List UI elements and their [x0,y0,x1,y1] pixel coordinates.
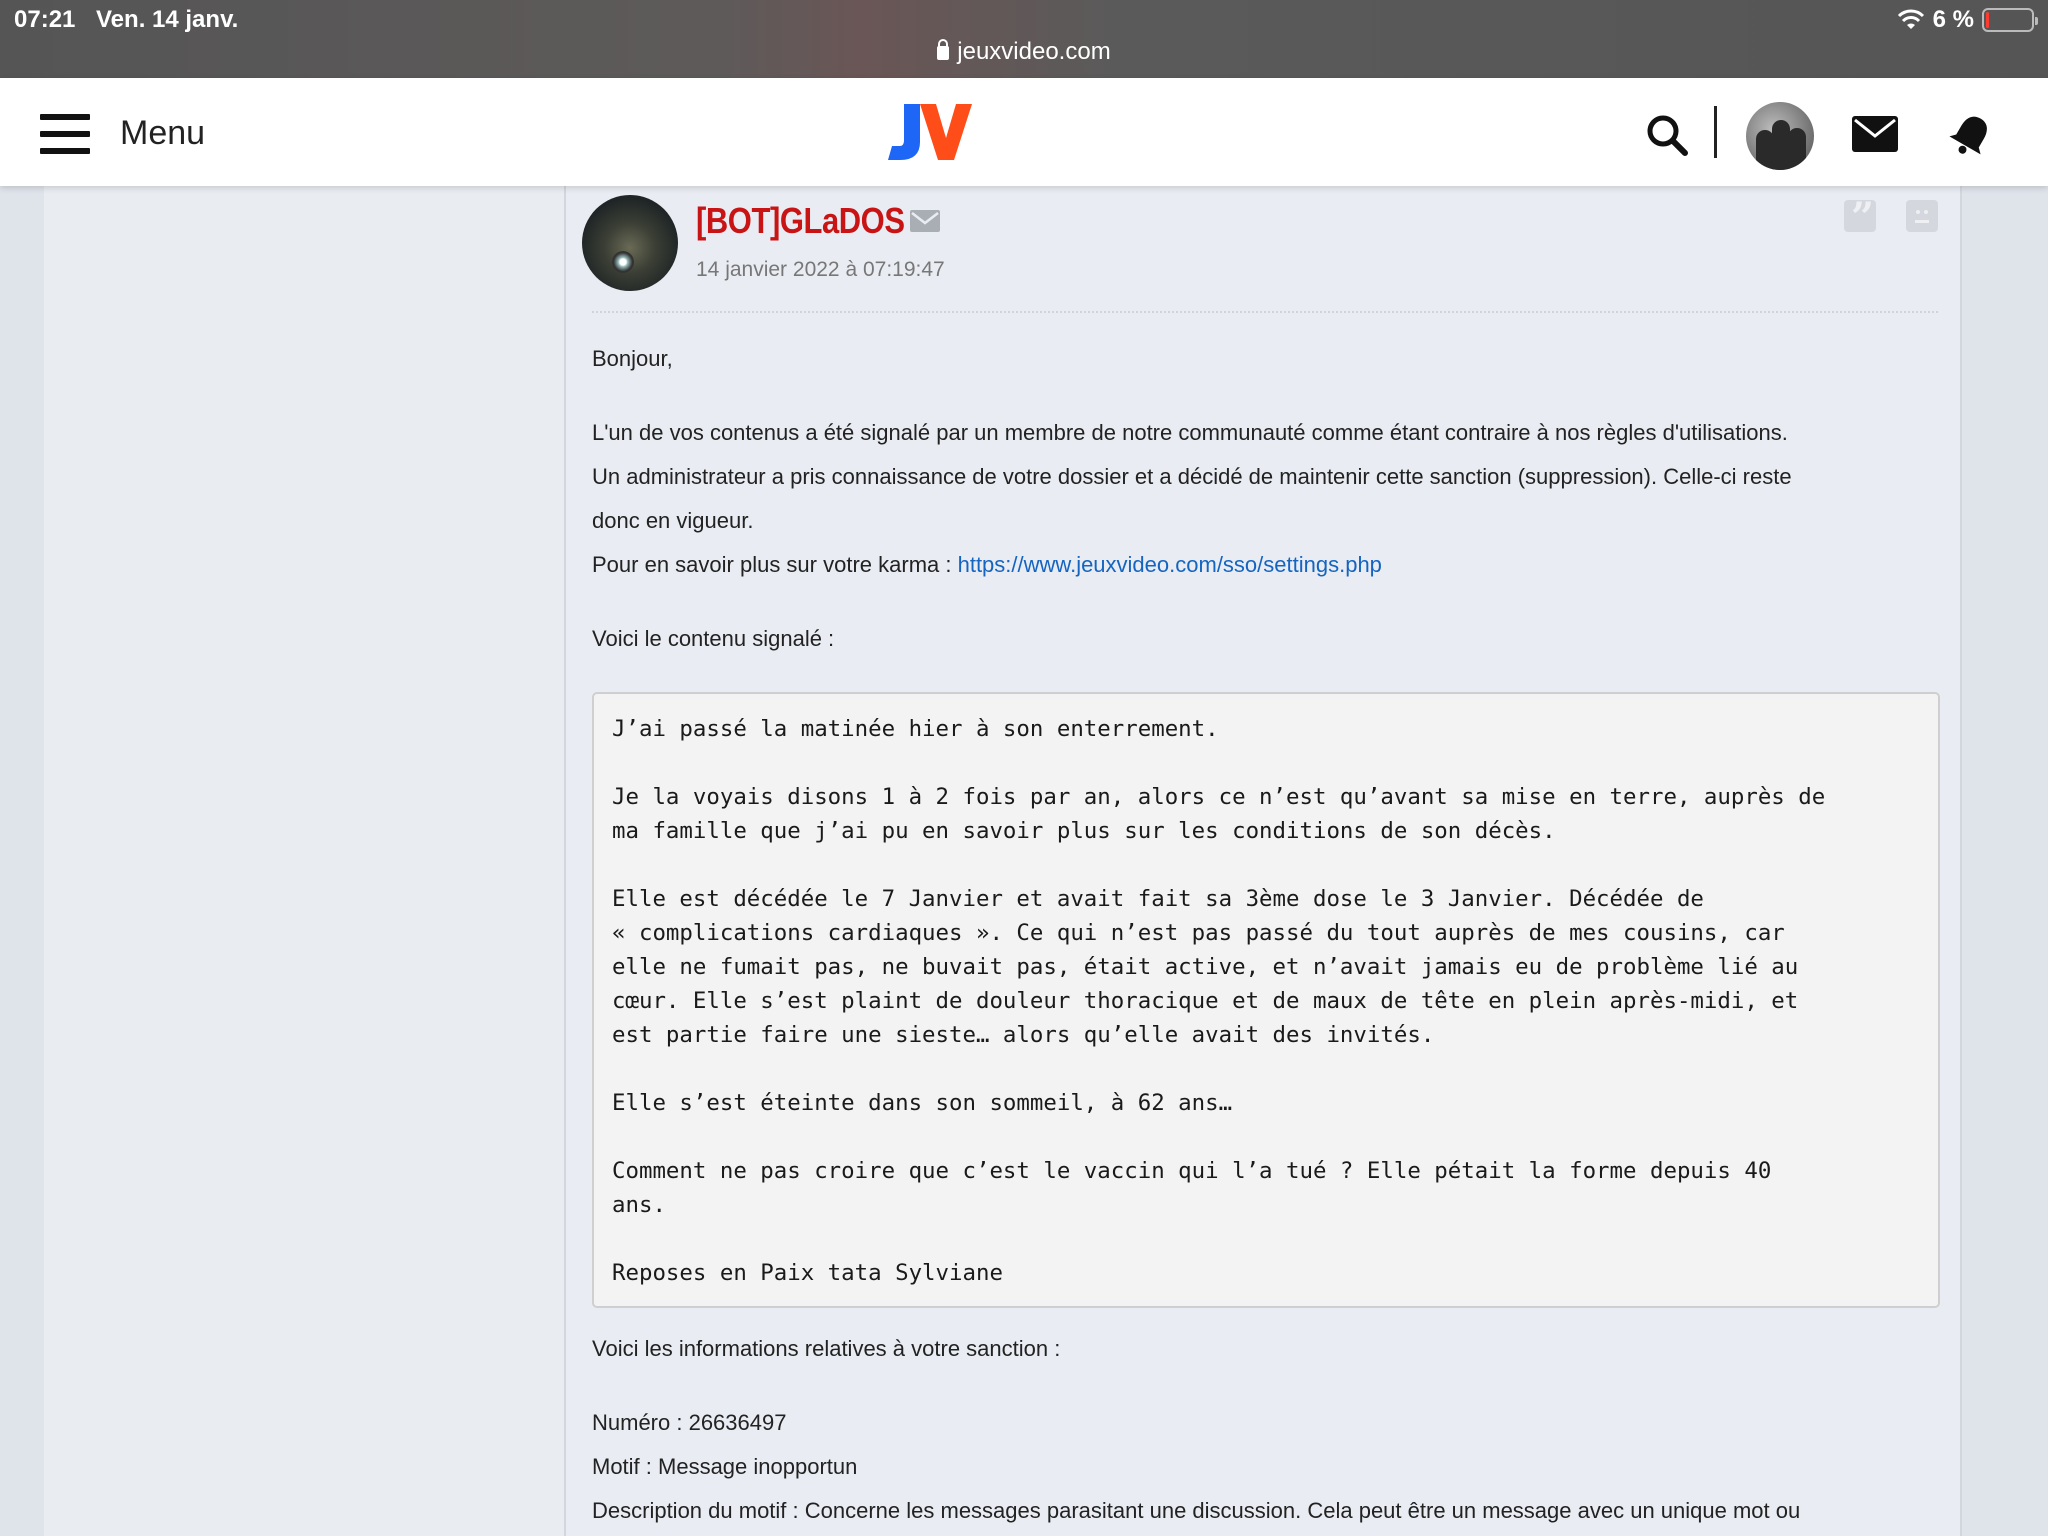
sanction-motif: Motif : Message inopportun [592,1454,858,1479]
author-avatar[interactable] [582,195,678,291]
reported-content-box [592,692,1940,1308]
reported-paragraph: Comment ne pas croire que c’est le vaccin qui l’a tué ? Elle pétait la forme depuis 40 ans. [612,1158,1772,1218]
reported-paragraph: J’ai passé la matinée hier à son enterrement. [612,716,1219,742]
hamburger-icon[interactable] [40,114,90,154]
battery-icon [1982,8,2034,32]
site-header [0,78,2048,186]
address-bar[interactable] [0,38,2048,66]
karma-link[interactable]: https://www.jeuxvideo.com/sso/settings.php [957,552,1382,577]
sanction-number: Numéro : 26636497 [592,1410,787,1435]
post-date[interactable]: 14 janvier 2022 à 07:19:47 [696,258,945,281]
wifi-icon [1897,9,1925,31]
post-separator [592,311,1938,313]
status-date: Ven. 14 janv. [96,6,239,33]
envelope-icon[interactable] [910,210,940,232]
status-right [1897,6,2034,34]
message-line: Un administrateur a pris connaissance de votre dossier et a décidé de maintenir cette sanction (suppression). Celle-ci reste [592,464,1792,489]
search-icon[interactable] [1646,114,1688,156]
sanction-description: Description du motif : Concerne les messages parasitant une discussion. Cela peut être un message avec un unique mot ou [592,1498,1801,1523]
lock-icon [937,46,949,60]
karma-prefix: Pour en savoir plus sur votre karma : [592,552,958,577]
menu-button[interactable]: Menu [120,114,206,152]
reported-paragraph: Reposes en Paix tata Sylviane [612,1260,1003,1286]
status-bar [0,0,2048,78]
bell-icon[interactable] [1948,112,1994,158]
sanction-intro: Voici les informations relatives à votre sanction : [592,1336,1061,1361]
header-divider [1714,106,1717,158]
message-line: L'un de vos contenus a été signalé par un membre de notre communauté comme étant contraire à nos règles d'utilisations. [592,420,1788,445]
battery-percent: 6 % [1932,6,1974,33]
address-url: jeuxvideo.com [957,38,1111,65]
mail-icon[interactable] [1852,116,1898,152]
status-time: 07:21 [14,6,76,33]
reported-paragraph: Elle s’est éteinte dans son sommeil, à 62 ans… [612,1090,1233,1116]
right-margin [2004,186,2048,1536]
karma-line [592,552,1382,578]
user-avatar[interactable] [1746,102,1814,170]
left-sidebar [44,186,564,1536]
jv-logo[interactable] [886,98,972,164]
greeting: Bonjour, [592,346,673,371]
quote-icon[interactable] [1844,200,1876,232]
reported-paragraph: Je la voyais disons 1 à 2 fois par an, alors ce n’est qu’avant sa mise en terre, auprès de ma famille que j’ai pu en savoir plus sur les conditions de son décès. [612,784,1826,844]
author-name[interactable]: [BOT]GLaDOS [696,200,905,241]
reported-intro: Voici le contenu signalé : [592,626,835,651]
report-icon[interactable] [1906,200,1938,232]
message-line: donc en vigueur. [592,508,754,533]
battery-level [1986,12,1989,28]
reported-paragraph: Elle est décédée le 7 Janvier et avait fait sa 3ème dose le 3 Janvier. Décédée de « complications cardiaques ». Ce qui n’est pas passé du tout auprès de mes cousins, car elle ne fumait pas, ne buvait pas, était active, et n’avait jamais eu de problème lié au cœur. Elle s’est plaint de douleur thoracique et de maux de tête en plein après-midi, et est partie faire une sieste… alors qu’elle avait des invités. [612,886,1799,1048]
forum-post [564,186,1962,1536]
